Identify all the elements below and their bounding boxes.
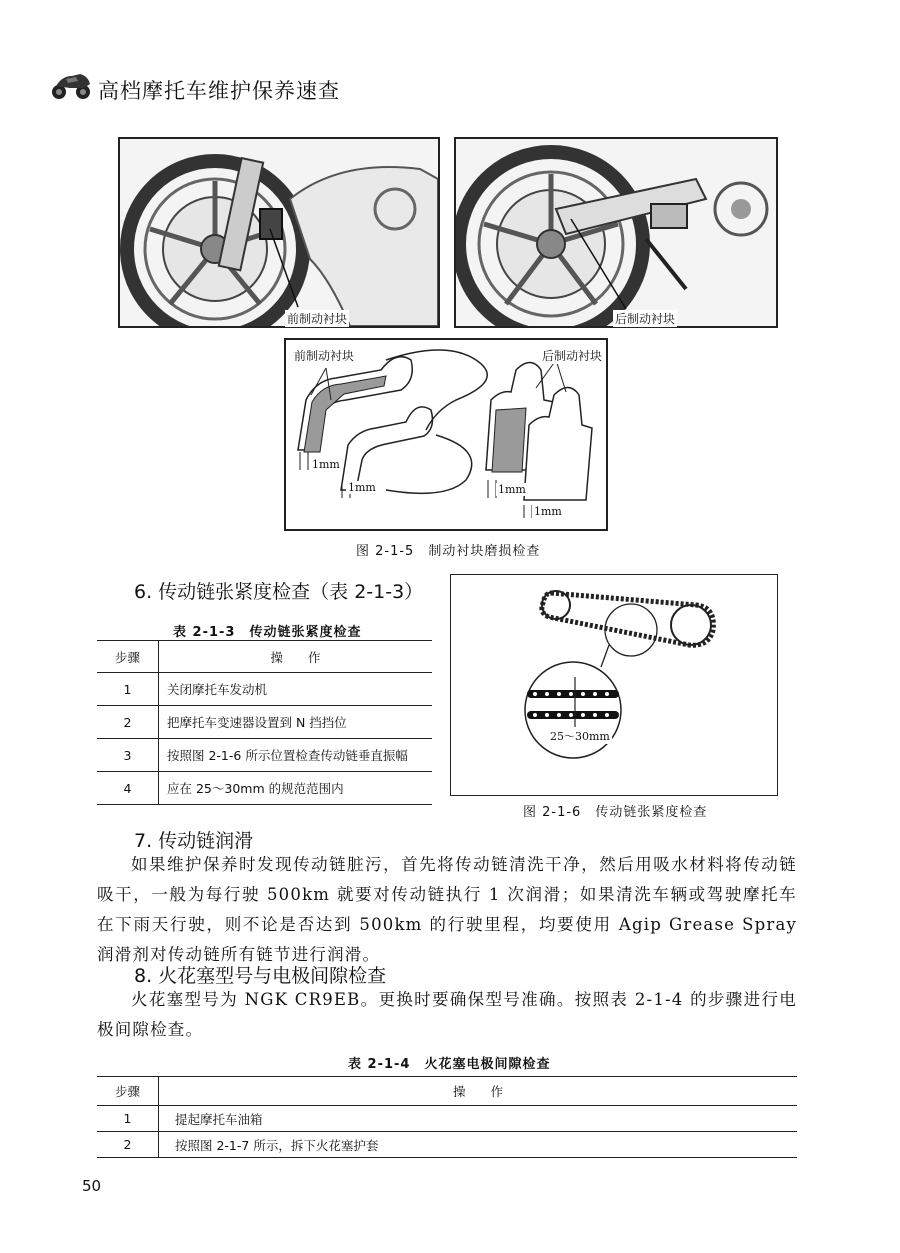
chain-lubrication-paragraph: 如果维护保养时发现传动链脏污，首先将传动链清洗干净，然后用吸水材料将传动链吸干，一般为每行驶 500km 就要对传动链执行 1 次润滑；如果清洗车辆或驾驶摩托车在下雨天行驶，则不论是否达到 500km 的行驶里程，均要使用 Agip Grease Spray 润滑剂对传动链所有链节进行润滑。 [97,855,797,964]
running-header-title: 高档摩托车维护保养速查 [98,79,340,103]
table-row: 4 应在 25～30mm 的规范范围内 [97,772,432,805]
table-row: 1 关闭摩托车发动机 [97,673,432,706]
table-title: 表 2-1-3 传动链张紧度检查 [173,625,362,640]
diagram-rear-pad-label: 后制动衬块 [542,349,603,363]
spark-plug-paragraph: 火花塞型号为 NGK CR9EB。更换时要确保型号准确。按照表 2-1-4 的步骤进行电极间隙检查。 [97,990,797,1039]
brake-pad-wear-diagram [284,338,608,531]
dimension-label: 1mm [498,483,526,496]
section-heading: 7. 传动链润滑 [134,830,254,852]
table-row: 3 按照图 2-1-6 所示位置检查传动链垂直振幅 [97,739,432,772]
spark-plug-gap-table [97,1076,797,1158]
figure-caption: 图 2-1-5 制动衬块磨损检查 [356,544,541,559]
table-row: 2 把摩托车变速器设置到 N 挡挡位 [97,706,432,739]
dimension-label: 1mm [312,458,340,471]
chain-slack-dimension-label: 25～30mm [550,730,610,743]
section-heading: 6. 传动链张紧度检查（表 2-1-3） [134,581,424,603]
diagram-front-pad-label: 前制动衬块 [294,349,355,363]
section-heading: 8. 火花塞型号与电极间隙检查 [134,965,387,987]
dimension-label: 1mm [348,481,376,494]
dimension-label: 1mm [534,505,562,518]
table-header-operation: 操 作 [270,649,321,665]
page-number: 50 [82,1177,102,1195]
table-header-operation: 操 作 [452,1084,503,1099]
table-title: 表 2-1-4 火花塞电极间隙检查 [348,1057,551,1072]
front-brake-photo-label: 前制动衬块 [287,312,348,326]
rear-brake-photo-label: 后制动衬块 [615,312,676,326]
chain-tension-table [97,640,432,805]
motorcycle-icon [50,70,92,100]
rear-brake-photo [454,137,778,328]
table-header-step: 步骤 [97,641,159,673]
table-header-row [97,1077,797,1106]
table-row: 1 提起摩托车油箱 [97,1106,797,1132]
chain-tension-diagram [450,574,778,796]
figure-caption: 图 2-1-6 传动链张紧度检查 [523,805,708,820]
table-header-step: 步骤 [97,1077,159,1106]
table-header-row [97,641,432,673]
front-brake-photo [118,137,440,328]
table-row: 2 按照图 2-1-7 所示，拆下火花塞护套 [97,1132,797,1158]
